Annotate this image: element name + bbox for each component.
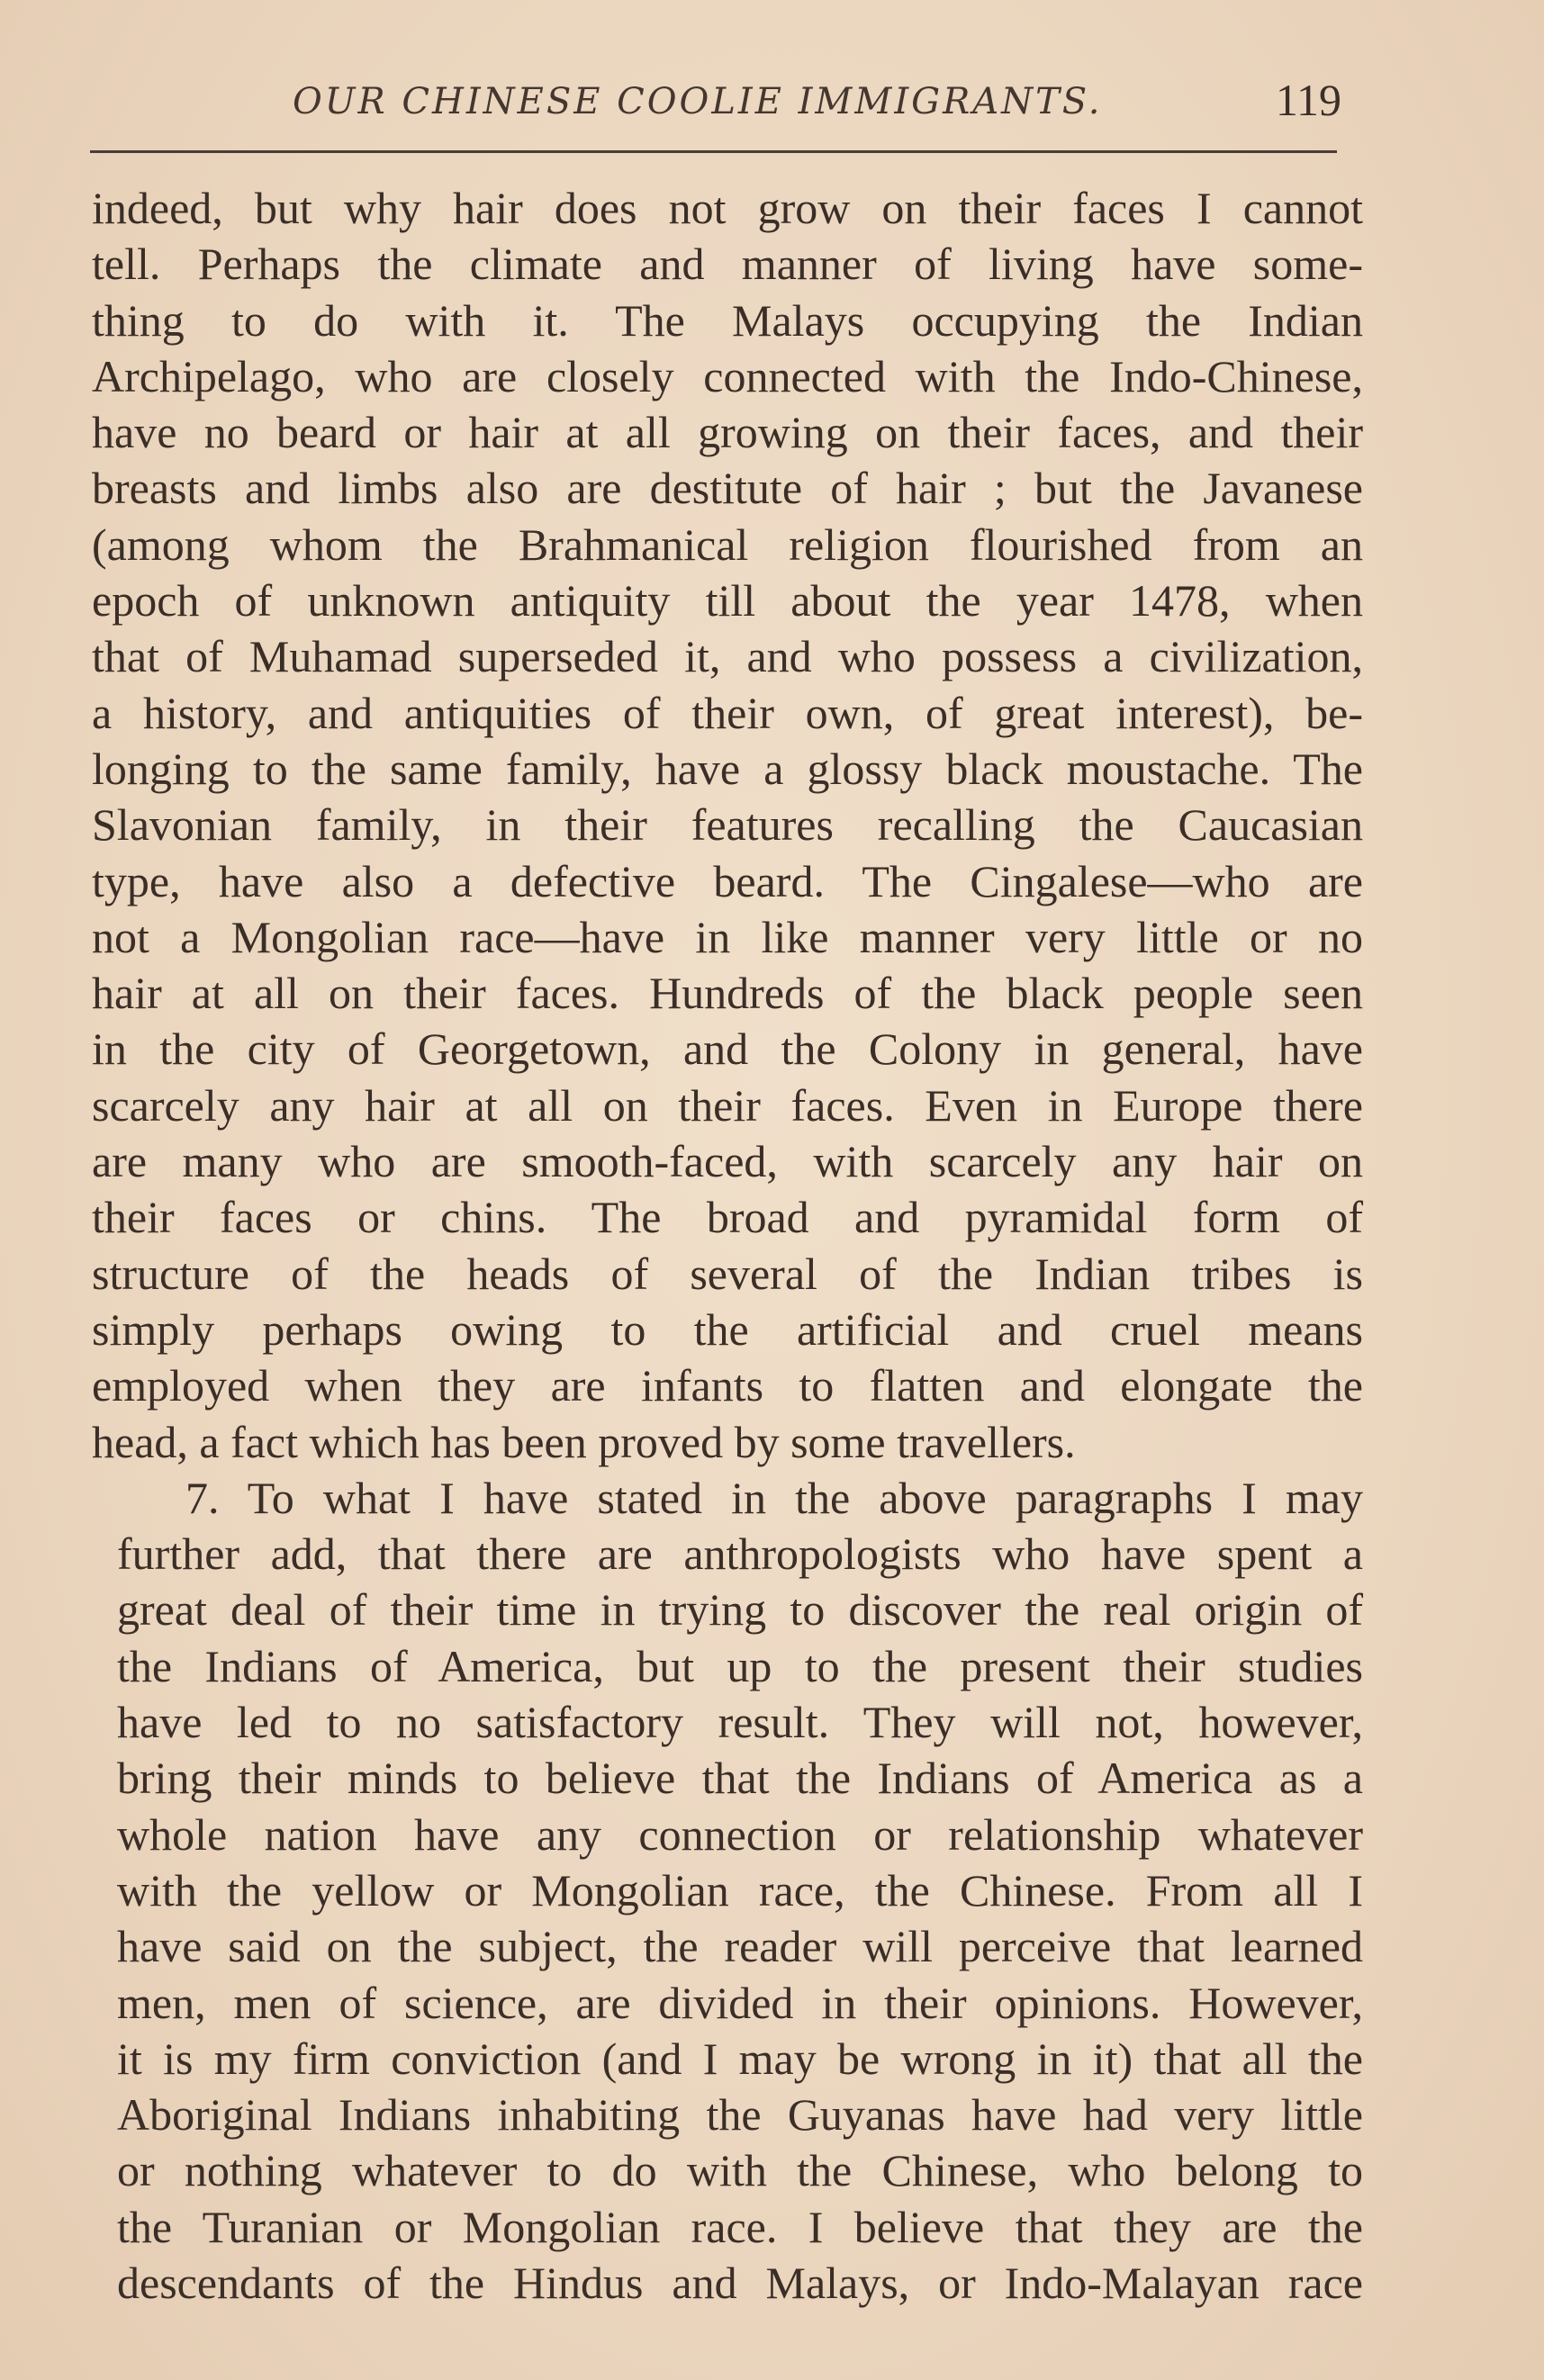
text-line: have led to no satisfactory result. They will not, however, bbox=[117, 1697, 1363, 1748]
text-line: employed when they are infants to flatten and elongate the bbox=[92, 1360, 1363, 1411]
paragraph-2 bbox=[117, 1470, 1363, 2311]
body-text bbox=[92, 180, 1363, 2311]
text-line: not a Mongolian race—have in like manner very little or no bbox=[92, 911, 1363, 962]
text-line: thing to do with it. The Malays occupying the Indian bbox=[92, 294, 1363, 346]
text-line: descendants of the Hindus and Malays, or Indo-Malayan race bbox=[117, 2257, 1363, 2308]
text-line: are many who are smooth-faced, with scarcely any hair on bbox=[92, 1136, 1363, 1187]
text-line: Aboriginal Indians inhabiting the Guyanas have had very little bbox=[117, 2089, 1363, 2141]
text-line: great deal of their time in trying to discover the real origin of bbox=[117, 1584, 1363, 1636]
text-line: with the yellow or Mongolian race, the Chinese. From all I bbox=[117, 1864, 1363, 1916]
text-line: structure of the heads of several of the Indian tribes is bbox=[92, 1248, 1363, 1299]
page-number: 119 bbox=[1275, 75, 1341, 125]
text-line: it is my firm conviction (and I may be wrong in it) that all the bbox=[117, 2033, 1363, 2084]
text-line: 7. To what I have stated in the above paragraphs I may bbox=[185, 1472, 1363, 1523]
text-line: (among whom the Brahmanical religion flourished from an bbox=[92, 518, 1363, 570]
text-line: in the city of Georgetown, and the Colony in general, have bbox=[92, 1023, 1363, 1075]
text-line: scarcely any hair at all on their faces. Even in Europe there bbox=[92, 1079, 1363, 1131]
text-line: bring their minds to believe that the Indians of America as a bbox=[117, 1753, 1363, 1804]
text-line: breasts and limbs also are destitute of hair ; but the Javanese bbox=[92, 463, 1363, 514]
text-line: the Indians of America, but up to the present their studies bbox=[117, 1640, 1363, 1691]
text-line: type, have also a defective beard. The Cingalese—who are bbox=[92, 855, 1363, 906]
text-line: simply perhaps owing to the artificial and cruel means bbox=[92, 1303, 1363, 1355]
text-line: hair at all on their faces. Hundreds of the black people seen bbox=[92, 968, 1363, 1019]
text-line: have said on the subject, the reader will perceive that learned bbox=[117, 1921, 1363, 1972]
paragraph-1 bbox=[92, 180, 1363, 1470]
text-line: further add, that there are anthropologists who have spent a bbox=[117, 1528, 1363, 1580]
header-rule bbox=[90, 150, 1337, 153]
text-line: the Turanian or Mongolian race. I believe that they are the bbox=[117, 2201, 1363, 2252]
running-title: OUR CHINESE COOLIE IMMIGRANTS. bbox=[293, 81, 1103, 122]
text-line: a history, and antiquities of their own, of great interest), be- bbox=[92, 687, 1363, 738]
text-line: longing to the same family, have a glossy black moustache. The bbox=[92, 743, 1363, 794]
text-line: tell. Perhaps the climate and manner of living have some- bbox=[92, 239, 1363, 290]
text-line: or nothing whatever to do with the Chinese, who belong to bbox=[117, 2145, 1363, 2196]
text-line: head, a fact which has been proved by some travellers. bbox=[92, 1416, 1076, 1467]
text-line: that of Muhamad superseded it, and who possess a civilization, bbox=[92, 631, 1363, 682]
text-line: indeed, but why hair does not grow on their faces I cannot bbox=[92, 183, 1363, 233]
text-line: Slavonian family, in their features recalling the Caucasian bbox=[92, 799, 1363, 851]
text-line: their faces or chins. The broad and pyramidal form of bbox=[92, 1192, 1363, 1243]
text-line: men, men of science, are divided in their opinions. However, bbox=[117, 1977, 1363, 2028]
text-line: whole nation have any connection or relationship whatever bbox=[117, 1808, 1363, 1860]
text-line: epoch of unknown antiquity till about the year 1478, when bbox=[92, 575, 1363, 627]
text-line: have no beard or hair at all growing on their faces, and their bbox=[92, 407, 1363, 458]
text-line: Archipelago, who are closely connected with the Indo-Chinese, bbox=[92, 350, 1363, 401]
running-head bbox=[90, 72, 1341, 135]
